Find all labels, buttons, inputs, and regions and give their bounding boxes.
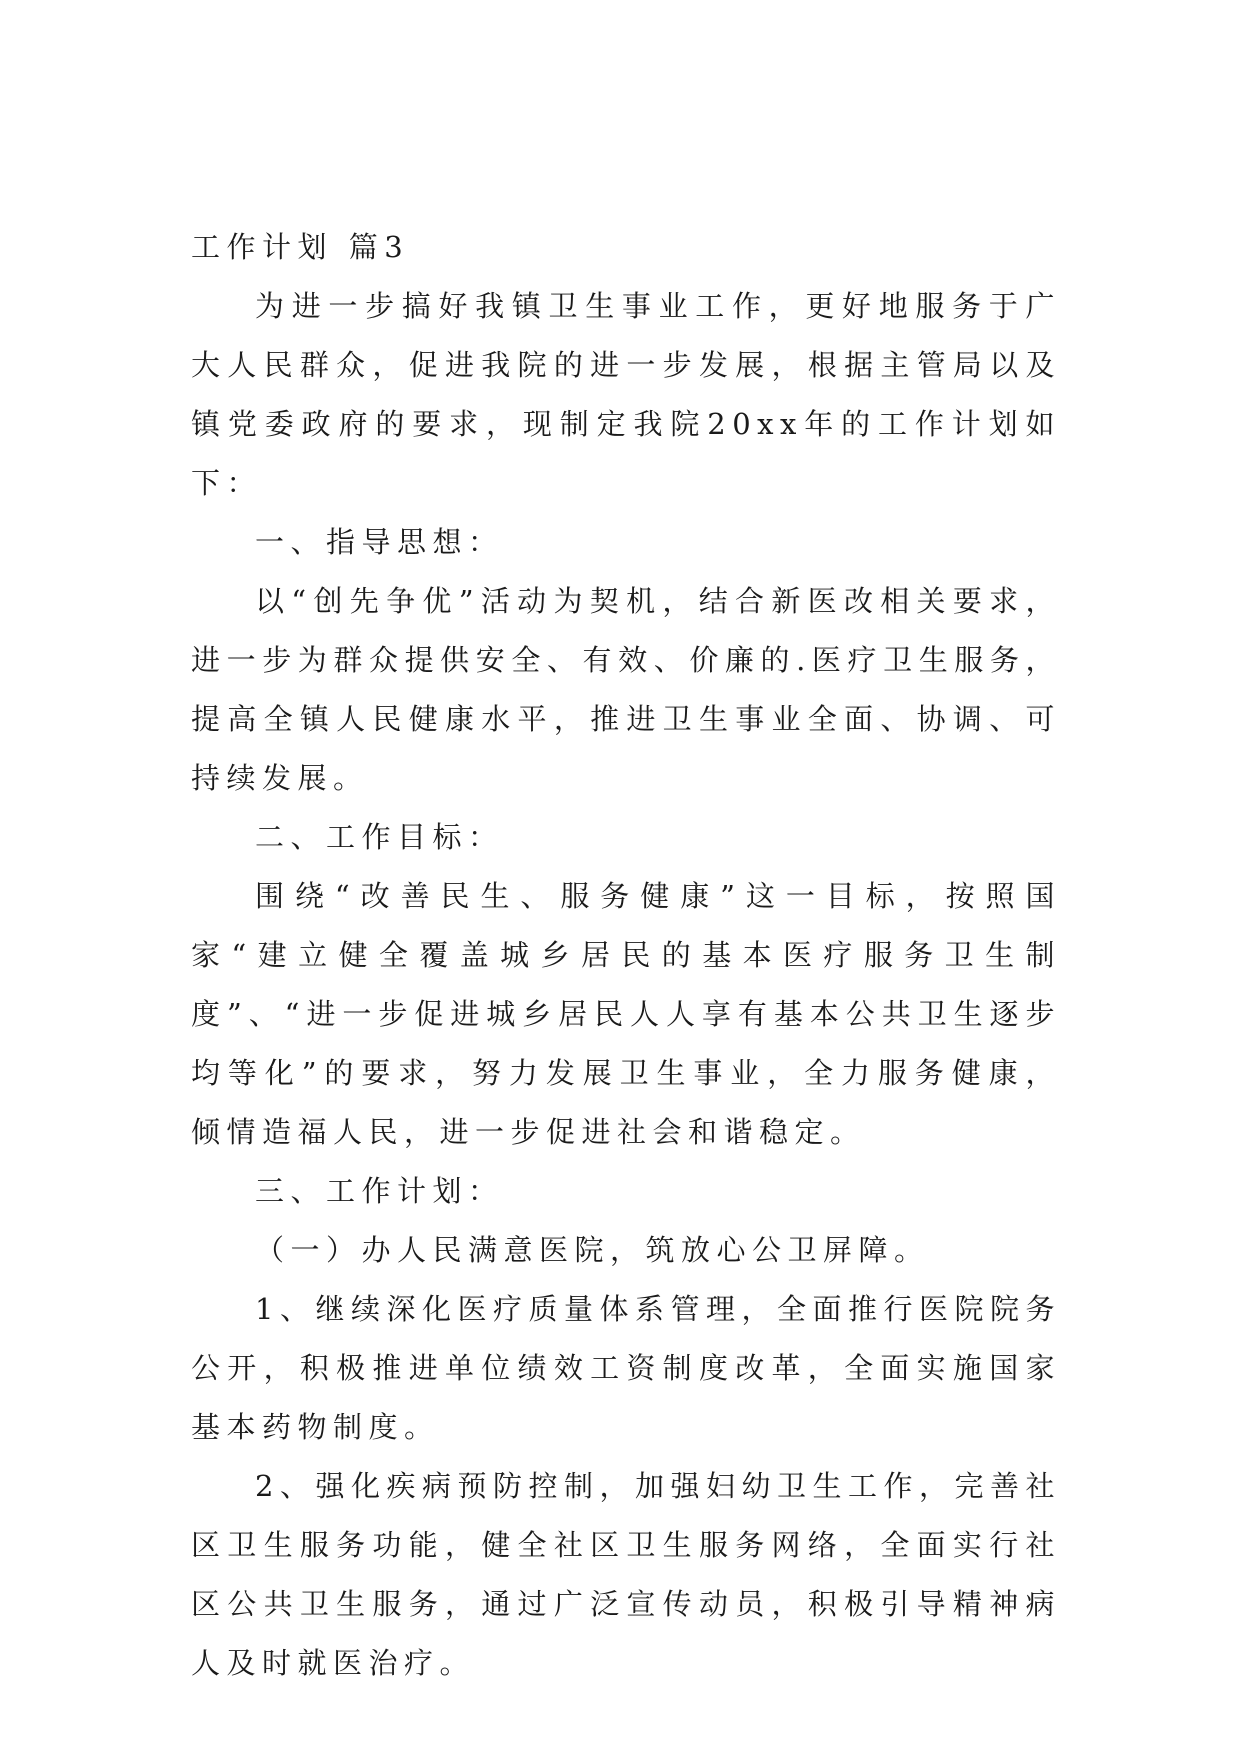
document-title: 工作计划 篇3 [191,230,410,264]
section-heading-guiding-ideology: 一、指导思想： [255,525,504,559]
plan-item-2: 2、强化疾病预防控制，加强妇幼卫生工作，完善社区卫生服务功能，健全社区卫生服务网络，全面实行社区公共卫生服务，通过广泛宣传动员，积极引导精神病人及时就医治疗。 [191,1469,1061,1680]
plan-item-1: 1、继续深化医疗质量体系管理，全面推行医院院务公开，积极推进单位绩效工资制度改革，全面实施国家基本药物制度。 [191,1292,1061,1444]
document-body [191,218,1061,1693]
section-heading-work-plan: 三、工作计划： [255,1174,504,1208]
section-heading-work-goals: 二、工作目标： [255,820,504,854]
work-goals-paragraph: 围绕“改善民生、服务健康”这一目标，按照国家“建立健全覆盖城乡居民的基本医疗服务卫生制度”、“进一步促进城乡居民人人享有基本公共卫生逐步均等化”的要求，努力发展卫生事业，全力服务健康，倾情造福人民，进一步促进社会和谐稳定。 [191,879,1061,1149]
intro-paragraph: 为进一步搞好我镇卫生事业工作，更好地服务于广大人民群众，促进我院的进一步发展，根据主管局以及镇党委政府的要求，现制定我院20xx年的工作计划如下： [191,289,1061,500]
guiding-ideology-paragraph: 以“创先争优”活动为契机，结合新医改相关要求，进一步为群众提供安全、有效、价廉的.医疗卫生服务，提高全镇人民健康水平，推进卫生事业全面、协调、可持续发展。 [191,584,1061,795]
subsection-heading-1: （一）办人民满意医院，筑放心公卫屏障。 [255,1233,930,1267]
